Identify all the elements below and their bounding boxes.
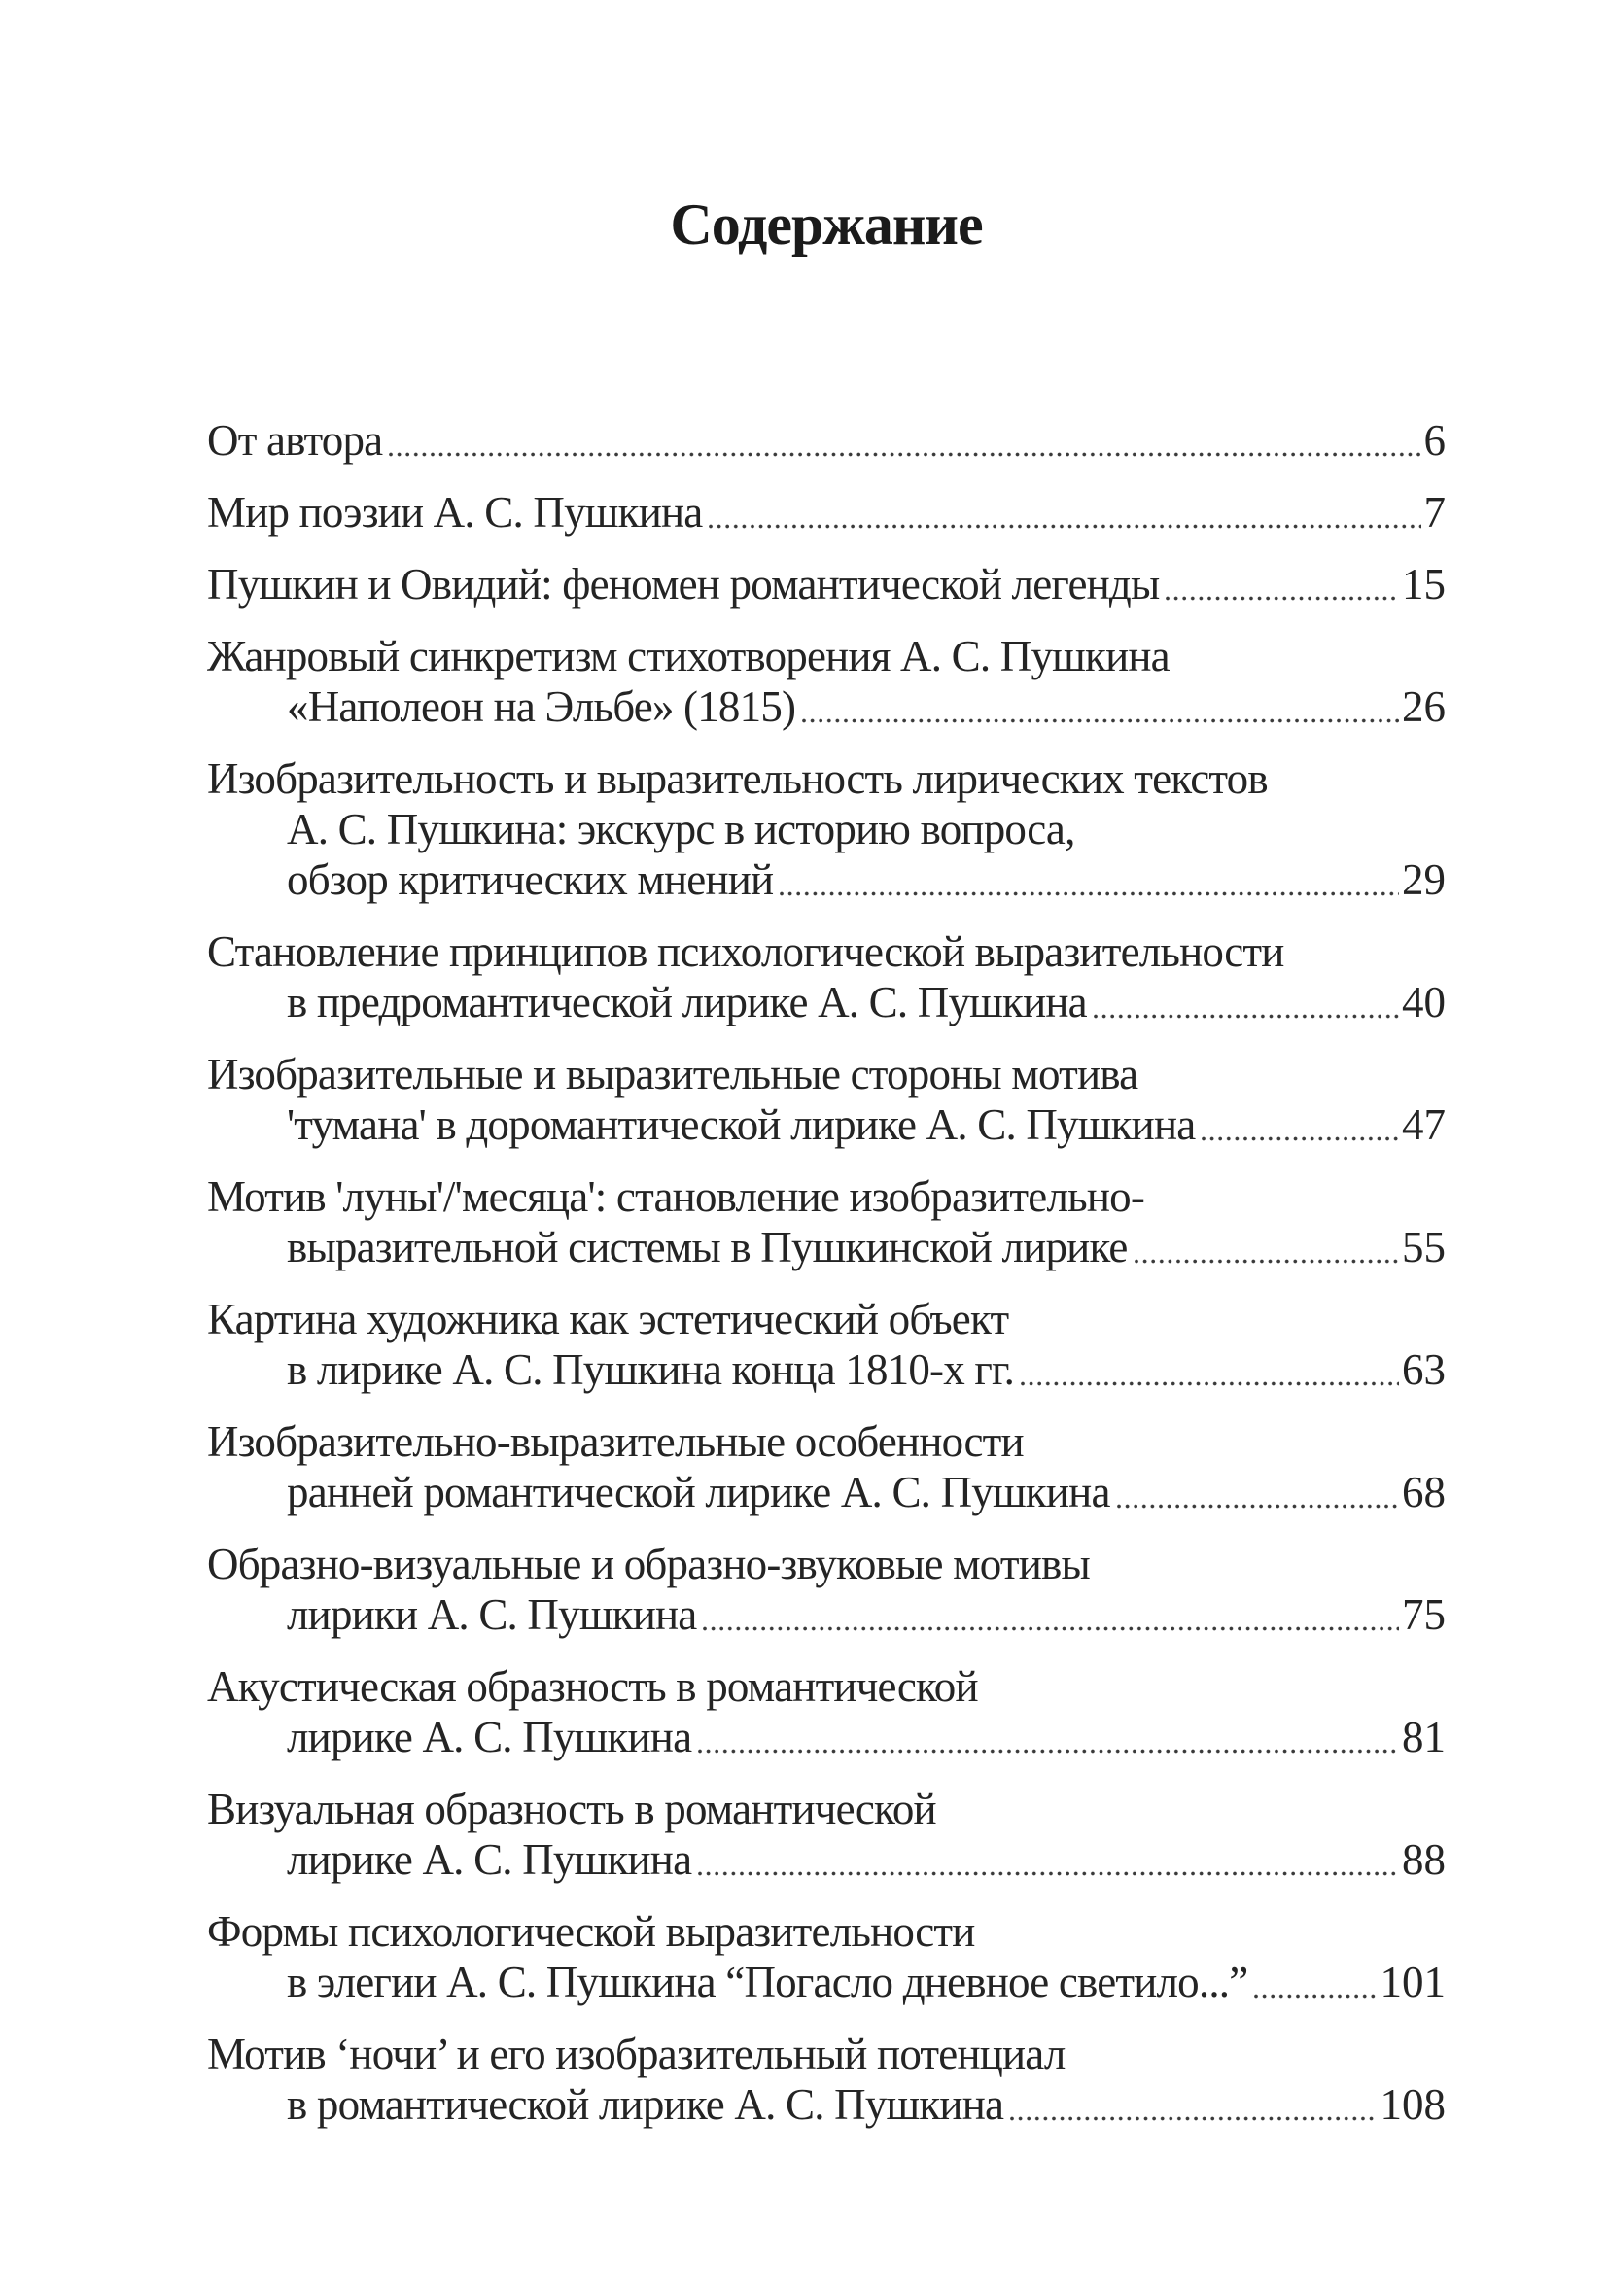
toc-entry-line xyxy=(207,2079,1446,2130)
toc-entry xyxy=(207,631,1446,732)
toc-entry xyxy=(207,1784,1446,1885)
toc-entry-text: лирике А. С. Пушкина xyxy=(287,1713,692,1761)
dot-leader xyxy=(1094,1014,1399,1019)
toc-entry-text: Образно-визуальные и образно-звуковые мотивы xyxy=(207,1540,1090,1588)
toc-entry xyxy=(207,487,1446,538)
toc-entry-line xyxy=(207,1294,1446,1344)
toc-entry-line xyxy=(207,1834,1446,1885)
toc-entry xyxy=(207,753,1446,905)
toc-entry-line xyxy=(207,1784,1446,1834)
toc-entry-text: Мотив 'луны'/'месяца': становление изобразительно- xyxy=(207,1172,1145,1221)
dot-leader xyxy=(1021,1381,1399,1386)
dot-leader xyxy=(709,524,1420,529)
toc-entry-line xyxy=(207,1099,1446,1150)
toc-entry xyxy=(207,415,1446,466)
dot-leader xyxy=(780,891,1399,896)
toc-entry xyxy=(207,1539,1446,1640)
toc-entry-text: А. С. Пушкина: экскурс в историю вопроса, xyxy=(287,805,1075,853)
toc-entry-text: в романтической лирике А. С. Пушкина xyxy=(287,2080,1004,2129)
toc-entry-text: выразительной системы в Пушкинской лирике xyxy=(287,1223,1128,1271)
toc-entry-text: «Наполеон на Эльбе» (1815) xyxy=(287,682,796,731)
toc-entry-line xyxy=(207,1906,1446,1957)
toc-entry-text: в элегии А. С. Пушкина “Погасло дневное светило...” xyxy=(287,1958,1248,2006)
toc-entry xyxy=(207,926,1446,1027)
page-number: 68 xyxy=(1402,1468,1446,1516)
toc-entry-line xyxy=(207,1957,1446,2007)
toc-entry-text: Акустическая образность в романтической xyxy=(207,1662,978,1711)
toc-entry-text: ранней романтической лирике А. С. Пушкина xyxy=(287,1468,1110,1516)
toc-entry-text: 'тумана' в доромантической лирике А. С. Пушкина xyxy=(287,1100,1196,1149)
toc-entry-line xyxy=(207,1344,1446,1395)
toc-entry-text: Становление принципов психологической выразительности xyxy=(207,927,1284,976)
page-number: 55 xyxy=(1402,1223,1446,1271)
dot-leader xyxy=(698,1749,1399,1754)
toc-entry-text: Мир поэзии А. С. Пушкина xyxy=(207,488,703,537)
toc-entry-text: Жанровый синкретизм стихотворения А. С. Пушкина xyxy=(207,632,1170,680)
dot-leader xyxy=(703,1626,1399,1631)
page-number: 7 xyxy=(1423,488,1446,537)
toc-entry xyxy=(207,2029,1446,2130)
toc-entry xyxy=(207,1906,1446,2007)
toc-entry-line xyxy=(207,804,1446,854)
toc-entry-text: в предромантической лирике А. С. Пушкина xyxy=(287,978,1087,1026)
toc-entry-text: Пушкин и Овидий: феномен романтической легенды xyxy=(207,560,1160,609)
dot-leader xyxy=(1117,1504,1399,1509)
toc-entry-line xyxy=(207,1589,1446,1640)
page-number: 108 xyxy=(1380,2080,1446,2129)
toc-entry-text: Картина художника как эстетический объект xyxy=(207,1295,1009,1343)
toc-entry-line xyxy=(207,1416,1446,1467)
page-number: 29 xyxy=(1402,855,1446,904)
dot-leader xyxy=(389,452,1420,457)
page-number: 101 xyxy=(1380,1958,1446,2006)
toc-entry-line xyxy=(207,681,1446,732)
dot-leader xyxy=(1135,1259,1399,1264)
toc-entry-line xyxy=(207,631,1446,681)
page-number: 63 xyxy=(1402,1345,1446,1394)
toc-entry-text: лирики А. С. Пушкина xyxy=(287,1590,697,1639)
dot-leader xyxy=(1166,596,1399,601)
toc-entry-text: в лирике А. С. Пушкина конца 1810-х гг. xyxy=(287,1345,1015,1394)
toc-entry-text: лирике А. С. Пушкина xyxy=(287,1835,692,1884)
toc-entry-text: Формы психологической выразительности xyxy=(207,1907,975,1956)
toc-entry xyxy=(207,1294,1446,1395)
toc-entry-line xyxy=(207,2029,1446,2079)
page-number: 15 xyxy=(1402,560,1446,609)
toc-entry xyxy=(207,559,1446,609)
toc-list xyxy=(207,415,1446,2151)
toc-entry-line xyxy=(207,854,1446,905)
toc-entry-line xyxy=(207,753,1446,804)
page-number: 47 xyxy=(1402,1100,1446,1149)
toc-entry xyxy=(207,1661,1446,1762)
toc-entry xyxy=(207,1171,1446,1272)
toc-entry-line xyxy=(207,1539,1446,1589)
page-number: 6 xyxy=(1423,416,1446,465)
toc-entry xyxy=(207,1049,1446,1150)
toc-entry-line xyxy=(207,1712,1446,1762)
toc-entry-text: Изобразительно-выразительные особенности xyxy=(207,1417,1024,1466)
toc-entry-line xyxy=(207,487,1446,538)
toc-entry-text: Мотив ‘ночи’ и его изобразительный потенциал xyxy=(207,2030,1066,2078)
toc-entry-line xyxy=(207,1171,1446,1222)
page-title: Содержание xyxy=(670,192,983,257)
toc-entry-line xyxy=(207,1661,1446,1712)
page-number: 88 xyxy=(1402,1835,1446,1884)
toc-entry-text: От автора xyxy=(207,416,383,465)
toc-entry-line xyxy=(207,977,1446,1027)
page-number: 75 xyxy=(1402,1590,1446,1639)
toc-entry-line xyxy=(207,559,1446,609)
toc-entry-line xyxy=(207,926,1446,977)
toc-entry-line xyxy=(207,1049,1446,1099)
page-number: 81 xyxy=(1402,1713,1446,1761)
toc-entry xyxy=(207,1416,1446,1517)
page-number: 40 xyxy=(1402,978,1446,1026)
dot-leader xyxy=(1010,2116,1377,2121)
toc-entry-text: Изобразительность и выразительность лирических текстов xyxy=(207,754,1268,803)
dot-leader xyxy=(1202,1136,1399,1141)
dot-leader xyxy=(698,1871,1399,1876)
dot-leader xyxy=(1254,1994,1377,1999)
dot-leader xyxy=(802,718,1399,723)
toc-entry-text: Изобразительные и выразительные стороны мотива xyxy=(207,1050,1138,1098)
page-number: 26 xyxy=(1402,682,1446,731)
toc-entry-line xyxy=(207,1222,1446,1272)
toc-entry-line xyxy=(207,415,1446,466)
toc-entry-text: Визуальная образность в романтической xyxy=(207,1785,936,1833)
toc-entry-line xyxy=(207,1467,1446,1517)
toc-entry-text: обзор критических мнений xyxy=(287,855,774,904)
